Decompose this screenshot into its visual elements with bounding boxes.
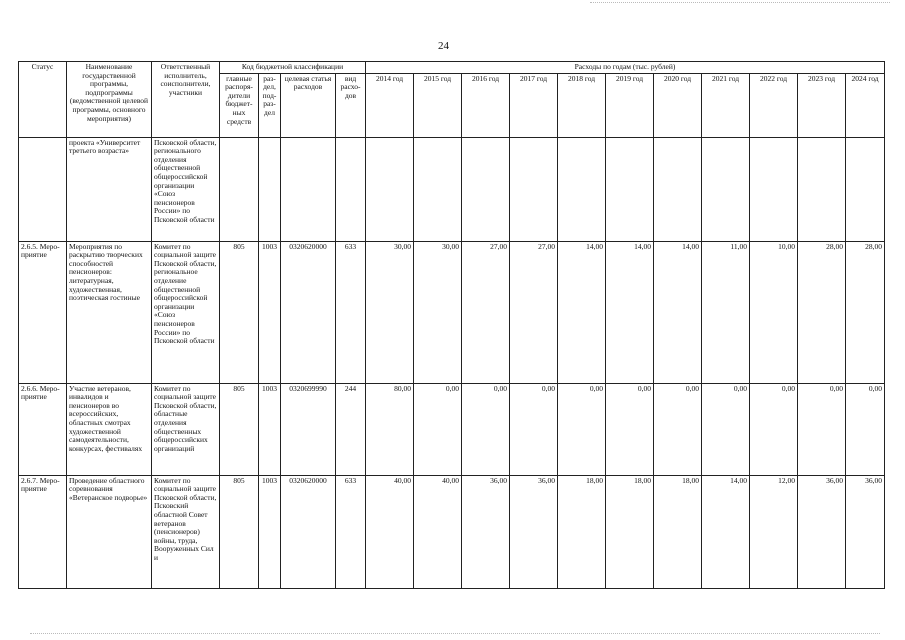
table-row [19, 137, 885, 241]
row-responsible: Комитет по социальной защите Псковской области, Псковский областной Совет ветеранов (пенсионеров) войны, труда, Вооруженных Сил и [152, 475, 220, 588]
header-year: 2023 год [798, 73, 846, 137]
row-status [19, 137, 67, 241]
header-year: 2021 год [702, 73, 750, 137]
row-value: 0,00 [798, 383, 846, 475]
row-value: 18,00 [558, 475, 606, 588]
row-value: 36,00 [462, 475, 510, 588]
row-status: 2.6.5. Меро-приятие [19, 241, 67, 383]
row-value [702, 137, 750, 241]
row-value: 80,00 [366, 383, 414, 475]
header-year: 2016 год [462, 73, 510, 137]
row-value: 36,00 [846, 475, 885, 588]
scan-artifact-bottom [30, 633, 880, 634]
table-row [19, 383, 885, 475]
row-name: Мероприятия по раскрытию творческих способностей пенсионеров: литературная, художественная, поэтическая гостиные [67, 241, 152, 383]
header-year: 2015 год [414, 73, 462, 137]
row-status: 2.6.6. Меро-приятие [19, 383, 67, 475]
row-value: 0,00 [702, 383, 750, 475]
row-value: 10,00 [750, 241, 798, 383]
header-year: 2024 год [846, 73, 885, 137]
row-value: 0,00 [606, 383, 654, 475]
row-value [606, 137, 654, 241]
row-csr: 0320699990 [281, 383, 336, 475]
header-responsible: Ответственный исполнитель, соисполнители, участники [152, 62, 220, 138]
row-value: 0,00 [750, 383, 798, 475]
row-value: 0,00 [558, 383, 606, 475]
row-value: 14,00 [702, 475, 750, 588]
header-name: Наименование государственной программы, подпрограммы (ведомственной целевой программы, основного мероприятия) [67, 62, 152, 138]
header-budget-code: Код бюджетной классификации [220, 62, 366, 74]
row-responsible: Комитет по социальной защите Псковской области, региональное отделение общественной общероссийской организации «Союз пенсионеров России» по Псковской области [152, 241, 220, 383]
header-razdel: раз-дел, под-раз-дел [259, 73, 281, 137]
row-value: 11,00 [702, 241, 750, 383]
header-grbs: главные распоря-дители бюджет-ных средств [220, 73, 259, 137]
row-value [414, 137, 462, 241]
row-responsible: Комитет по социальной защите Псковской области, областные отделения общественных общероссийских организаций [152, 383, 220, 475]
row-status: 2.6.7. Меро-приятие [19, 475, 67, 588]
row-grbs: 805 [220, 383, 259, 475]
row-name: Участие ветеранов, инвалидов и пенсионеров во всероссийских, областных смотрах художественной самодеятельности, конкурсах, фестивалях [67, 383, 152, 475]
row-value: 28,00 [798, 241, 846, 383]
row-grbs: 805 [220, 241, 259, 383]
header-vr: вид расхо-дов [336, 73, 366, 137]
row-value: 30,00 [414, 241, 462, 383]
header-year: 2019 год [606, 73, 654, 137]
row-value: 0,00 [654, 383, 702, 475]
header-year: 2014 год [366, 73, 414, 137]
header-year: 2018 год [558, 73, 606, 137]
row-value: 36,00 [510, 475, 558, 588]
header-year: 2022 год [750, 73, 798, 137]
row-value: 40,00 [366, 475, 414, 588]
row-value: 0,00 [462, 383, 510, 475]
row-value: 14,00 [654, 241, 702, 383]
row-value: 14,00 [606, 241, 654, 383]
row-value [846, 137, 885, 241]
row-vr: 633 [336, 475, 366, 588]
row-value: 36,00 [798, 475, 846, 588]
header-status: Статус [19, 62, 67, 138]
row-name: проекта «Университет третьего возраста» [67, 137, 152, 241]
row-name: Проведение областного соревнования «Ветеранское подворье» [67, 475, 152, 588]
row-vr: 244 [336, 383, 366, 475]
budget-table [18, 61, 885, 589]
table-row [19, 241, 885, 383]
row-csr [281, 137, 336, 241]
row-value: 27,00 [462, 241, 510, 383]
table-row [19, 475, 885, 588]
row-value: 27,00 [510, 241, 558, 383]
row-value [798, 137, 846, 241]
row-value [510, 137, 558, 241]
row-value: 18,00 [606, 475, 654, 588]
row-csr: 0320620000 [281, 241, 336, 383]
row-value [558, 137, 606, 241]
row-value: 12,00 [750, 475, 798, 588]
header-year: 2020 год [654, 73, 702, 137]
row-grbs [220, 137, 259, 241]
row-razdel [259, 137, 281, 241]
row-value: 30,00 [366, 241, 414, 383]
row-vr [336, 137, 366, 241]
row-value [462, 137, 510, 241]
row-value: 0,00 [414, 383, 462, 475]
row-value [750, 137, 798, 241]
row-csr: 0320620000 [281, 475, 336, 588]
row-value [654, 137, 702, 241]
row-razdel: 1003 [259, 383, 281, 475]
scan-artifact-top [590, 2, 890, 3]
page-number: 24 [438, 40, 449, 52]
row-value: 40,00 [414, 475, 462, 588]
row-vr: 633 [336, 241, 366, 383]
row-value: 0,00 [846, 383, 885, 475]
row-grbs: 805 [220, 475, 259, 588]
header-expenses: Расходы по годам (тыс. рублей) [366, 62, 885, 74]
row-responsible: Псковской области, регионального отделения общественной общероссийской организации «Союз пенсионеров России» по Псковской области [152, 137, 220, 241]
row-value: 28,00 [846, 241, 885, 383]
row-value: 18,00 [654, 475, 702, 588]
row-razdel: 1003 [259, 475, 281, 588]
row-value [366, 137, 414, 241]
row-razdel: 1003 [259, 241, 281, 383]
header-year: 2017 год [510, 73, 558, 137]
row-value: 0,00 [510, 383, 558, 475]
header-csr: целевая статья расходов [281, 73, 336, 137]
row-value: 14,00 [558, 241, 606, 383]
